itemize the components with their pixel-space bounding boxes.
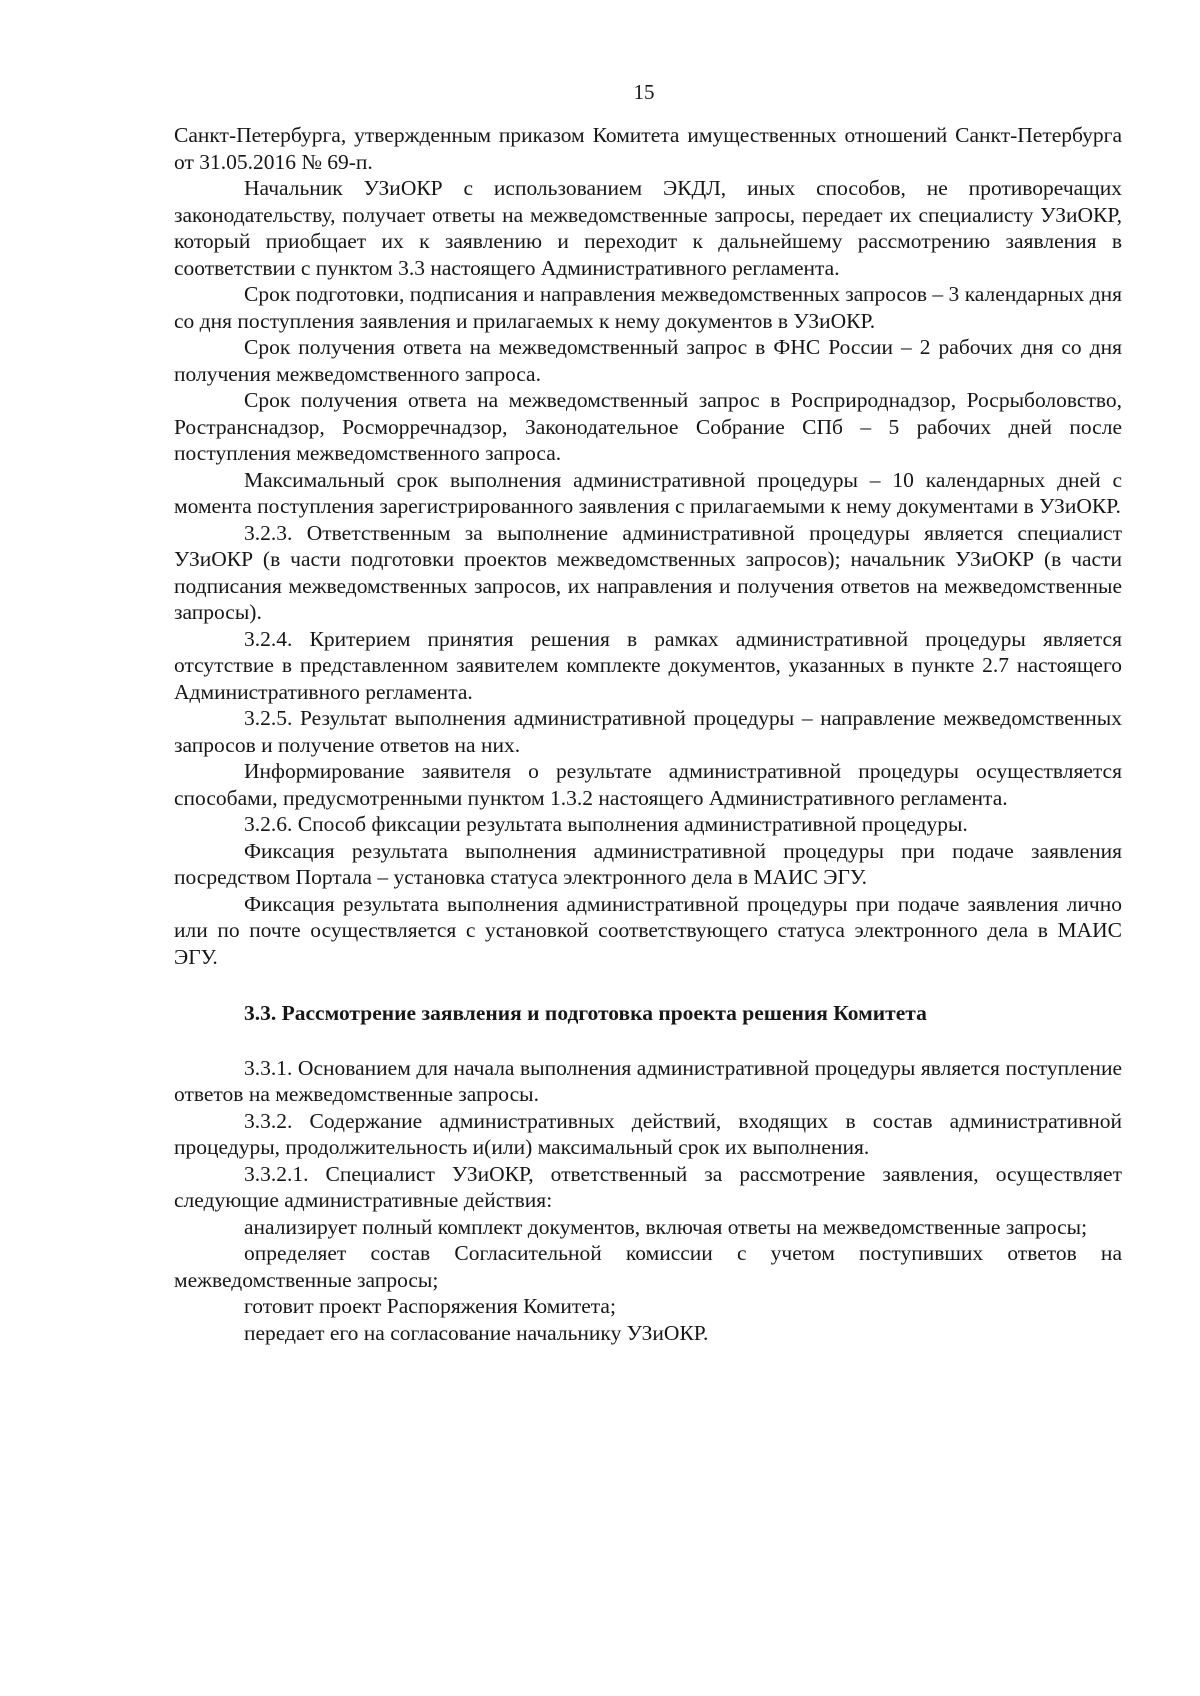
paragraph: 3.3.2.1. Специалист УЗиОКР, ответственный за рассмотрение заявления, осуществляет следующие административные действия: [174,1161,1122,1212]
section-3-3-body [174,1055,1122,1347]
paragraph: Максимальный срок выполнения административной процедуры – 10 календарных дней с момента поступления зарегистрированного заявления с прилагаемыми к нему документами в УЗиОКР. [174,467,1122,518]
paragraph: Срок подготовки, подписания и направления межведомственных запросов – 3 календарных дня со дня поступления заявления и прилагаемых к нему документов в УЗиОКР. [174,282,1122,333]
paragraph: 3.2.4. Критерием принятия решения в рамках административной процедуры является отсутствие в представленном заявителем комплекте документов, указанных в пункте 2.7 настоящего Административного регламента. [174,626,1122,704]
page-number: 15 [633,80,655,104]
document-body [174,122,1122,1346]
paragraph: Фиксация результата выполнения административной процедуры при подаче заявления посредством Портала – установка статуса электронного дела в МАИС ЭГУ. [174,838,1122,889]
paragraph: 3.2.3. Ответственным за выполнение административной процедуры является специалист УЗиОКР (в части подготовки проектов межведомственных запросов); начальник УЗиОКР (в части подписания межведомственных запросов, их направления и получения ответов на межведомственные запросы). [174,520,1122,624]
paragraph: 3.3.2. Содержание административных действий, входящих в состав административной процедуры, продолжительность и(или) максимальный срок их выполнения. [174,1108,1122,1159]
paragraph: передает его на согласование начальнику УЗиОКР. [244,1320,709,1345]
paragraph: определяет состав Согласительной комиссии с учетом поступивших ответов на межведомственные запросы; [174,1241,1122,1292]
paragraph: Срок получения ответа на межведомственный запрос в ФНС России – 2 рабочих дня со дня получения межведомственного запроса. [174,335,1122,386]
paragraph: Срок получения ответа на межведомственный запрос в Росприроднадзор, Росрыболовство, Ространснадзор, Росморречнадзор, Законодательное Собрание СПб – 5 рабочих дней после поступления межведомственного запроса. [174,388,1122,465]
paragraph: Информирование заявителя о результате административной процедуры осуществляется способами, предусмотренными пунктом 1.3.2 настоящего Административного регламента. [174,759,1122,810]
section-heading: 3.3. Рассмотрение заявления и подготовка проекта решения Комитета [244,1001,927,1025]
paragraph: 3.2.6. Способ фиксации результата выполнения административной процедуры. [244,812,968,836]
section-3-2-continuation [174,122,1122,970]
paragraph: Санкт-Петербурга, утвержденным приказом Комитета имущественных отношений Санкт-Петербурга от 31.05.2016 № 69-п. [174,123,1122,174]
paragraph: Начальник УЗиОКР с использованием ЭКДЛ, иных способов, не противоречащих законодательству, получает ответы на межведомственные запросы, передает их специалисту УЗиОКР, который приобщает их к заявлению и переходит к дальнейшему рассмотрению заявления в соответствии с пунктом 3.3 настоящего Административного регламента. [174,176,1122,280]
paragraph: Фиксация результата выполнения административной процедуры при подаче заявления лично или по почте осуществляется с установкой соответствующего статуса электронного дела в МАИС ЭГУ. [174,891,1122,969]
paragraph: 3.3.1. Основанием для начала выполнения административной процедуры является поступление ответов на межведомственные запросы. [174,1055,1122,1106]
paragraph: анализирует полный комплект документов, включая ответы на межведомственные запросы; [244,1214,1088,1239]
paragraph: готовит проект Распоряжения Комитета; [244,1294,616,1318]
paragraph: 3.2.5. Результат выполнения административной процедуры – направление межведомственных запросов и получение ответов на них. [174,706,1122,757]
